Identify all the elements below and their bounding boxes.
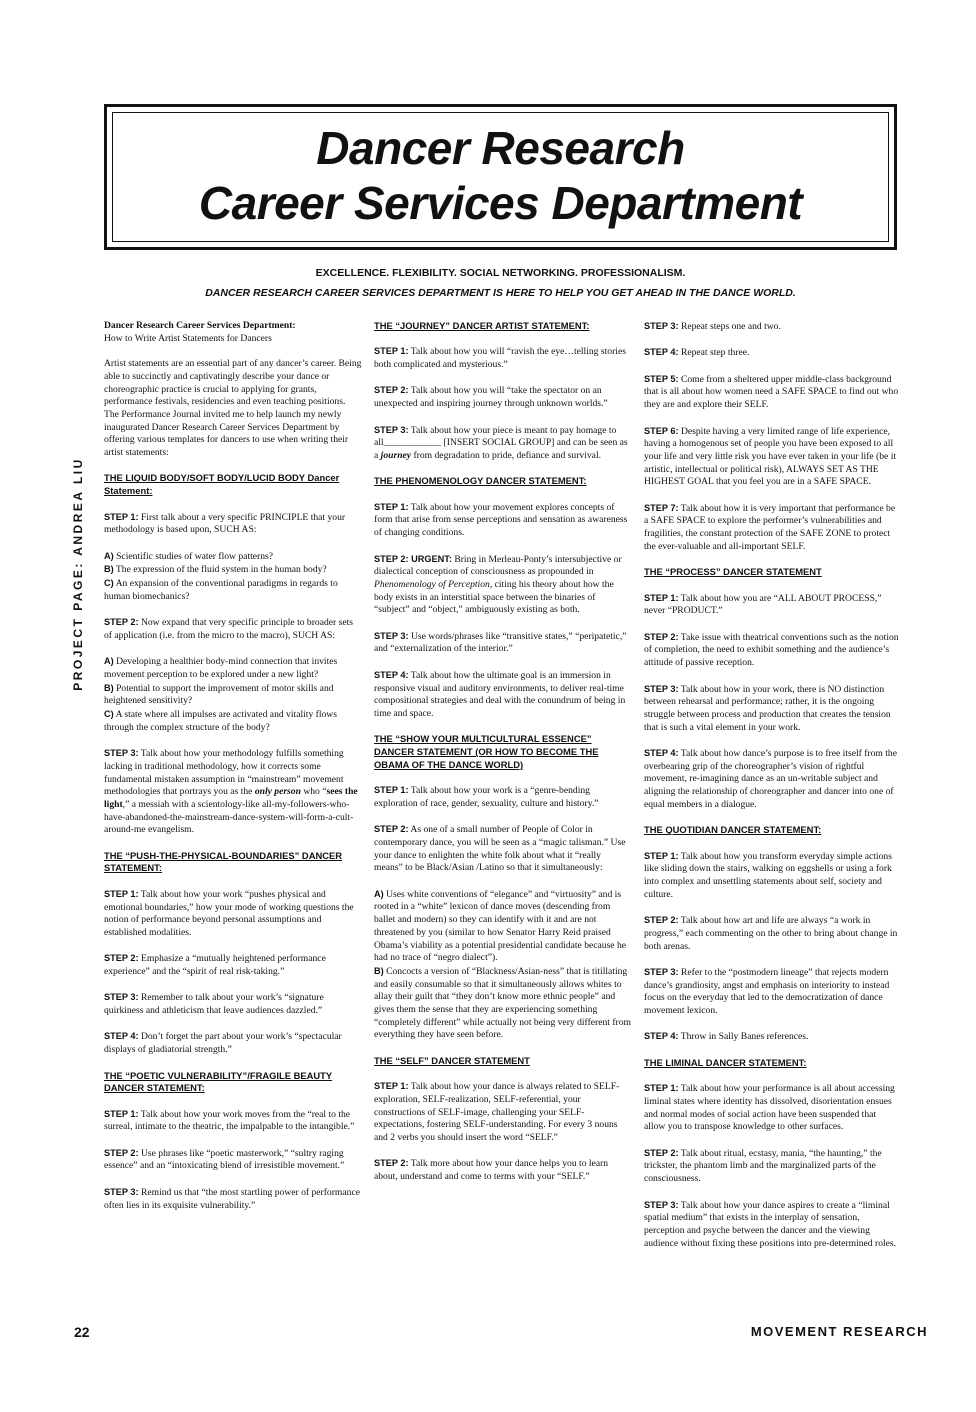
- heading-push-boundaries: THE “PUSH-THE-PHYSICAL-BOUNDARIES” DANCER STATEMENT:: [104, 849, 343, 874]
- heading-multicultural: THE “SHOW YOUR MULTICULTURAL ESSENCE” DANCER STATEMENT (OR HOW TO BECOME THE OBAMA OF THE DANCE WORLD): [374, 733, 599, 770]
- emphasis-text: only person: [254, 786, 301, 798]
- emphasis-text: sees the light: [104, 786, 358, 810]
- step-label: STEP 4:: [644, 748, 679, 759]
- step-text: who “: [300, 786, 327, 798]
- push-step-3: [104, 991, 362, 1017]
- step-label: STEP 5:: [644, 373, 679, 384]
- step-label: STEP 3:: [644, 1199, 679, 1210]
- step-label: STEP 1:: [104, 511, 139, 522]
- emphasis-text: journey: [380, 449, 412, 461]
- option-label: A): [374, 888, 384, 899]
- liquid-option-c-2: [104, 708, 362, 734]
- step-text: Talk about how your dance is always related to SELF-exploration, SELF-realization, SELF-referential, your constructions of SELF-image, challenging your SELF-expectations, fostering SELF-understanding. For every 3 nouns and 2 verbs you should insert the word “SELF.”: [374, 1081, 620, 1144]
- phen-step-3: [374, 630, 632, 656]
- step-label: STEP 1:: [644, 850, 679, 861]
- self-step-1: [374, 1080, 632, 1145]
- phen-step-4: [374, 669, 632, 721]
- title-box: [104, 104, 897, 250]
- title-line-2: Career Services Department: [198, 177, 803, 229]
- step-text: Use words/phrases like “transitive states,” “peripatetic,” and “externalization of the interior.”: [374, 630, 627, 655]
- step-text: Talk about how you transform everyday simple actions like sliding down the stairs, walking on eggshells or using a fork into complex and unsettling statements about self, society and culture.: [644, 850, 892, 900]
- self-step-7: [644, 502, 899, 554]
- option-text: Developing a healthier body-mind connection that invites movement perception to be explored under a new light?: [104, 656, 338, 680]
- step-text: Repeat step three.: [678, 347, 750, 359]
- quot-step-2: [644, 914, 899, 953]
- page-number: 22: [74, 1324, 90, 1340]
- step-label: STEP 3:: [374, 630, 409, 641]
- step-label: STEP 3:: [104, 1186, 139, 1197]
- step-text: Talk about how you will “take the spectator on an unexpected and inspiring journey through unknown worlds.”: [374, 385, 608, 410]
- liquid-option-a: [104, 550, 362, 564]
- step-label: STEP 2:: [644, 915, 679, 926]
- step-label: STEP 2: URGENT:: [374, 553, 452, 564]
- step-label: STEP 4:: [644, 347, 679, 358]
- multi-step-2: [374, 823, 632, 875]
- phen-step-2: [374, 553, 632, 618]
- option-text: An expansion of the conventional paradigms in regards to human biomechanics?: [104, 578, 338, 602]
- liquid-option-b: [104, 563, 362, 577]
- option-label: B): [374, 965, 384, 976]
- process-step-2: [644, 631, 899, 670]
- option-label: C): [104, 578, 114, 588]
- liminal-step-1: [644, 1082, 899, 1134]
- option-label: B): [104, 682, 114, 693]
- process-step-1: [644, 592, 899, 618]
- side-label-project-page: PROJECT PAGE: ANDREA LIU: [71, 457, 85, 691]
- liquid-option-a-2: [104, 655, 362, 681]
- column-1: [104, 320, 362, 1225]
- step-label: STEP 3:: [644, 683, 679, 694]
- heading-phenomenology: THE PHENOMENOLOGY DANCER STATEMENT:: [374, 475, 587, 487]
- option-text: Potential to support the improvement of motor skills and heightened sensitivity?: [104, 682, 334, 707]
- option-label: A): [104, 656, 114, 667]
- step-text: Throw in Sally Banes references.: [678, 1031, 809, 1043]
- title-line-1: Dancer Research: [316, 122, 685, 174]
- step-text: Emphasize a “mutually heightened performance experience” and the “spirit of real risk-taking.”: [104, 953, 326, 977]
- option-text: Scientific studies of water flow patterns?: [113, 550, 274, 562]
- multi-step-1: [374, 784, 632, 810]
- option-label: C): [104, 709, 114, 719]
- liminal-step-2: [644, 1147, 899, 1186]
- step-text: Now expand that very specific principle to broader sets of application (i.e. from the micro to the macro), SUCH AS:: [104, 617, 354, 641]
- push-step-4: [104, 1030, 362, 1056]
- step-label: STEP 2:: [374, 824, 409, 835]
- step-label: STEP 2:: [104, 617, 139, 628]
- step-text: Talk more about how your dance helps you to learn about, understand and come to terms with your “SELF.”: [374, 1158, 609, 1183]
- step-label: STEP 2:: [374, 385, 409, 396]
- tagline-values: EXCELLENCE. FLEXIBILITY. SOCIAL NETWORKING. PROFESSIONALISM.: [315, 267, 686, 279]
- step-text: Talk about how your methodology fulfills something lacking in traditional methodology, how it corrects some fundamental mistaken assumption in “mainstream” movement methodologies that portrays you as the: [104, 748, 344, 798]
- step-text: First talk about a very specific PRINCIPLE that your methodology is based upon, SUCH AS:: [104, 511, 346, 536]
- process-step-4: [644, 747, 899, 812]
- process-step-3: [644, 683, 899, 735]
- tagline-mission: DANCER RESEARCH CAREER SERVICES DEPARTMENT IS HERE TO HELP YOU GET AHEAD IN THE DANCE WORLD.: [205, 287, 796, 299]
- step-text: Talk about how dance’s purpose is to free itself from the overbearing grip of the choreographer’s vision of rightful movement, re-imagining dance as an un-writable subject and aligning the relationship of choreographer and dancer into one of equal members in a dialogue.: [644, 748, 897, 810]
- liquid-step-1: [104, 511, 362, 537]
- self-step-4: [644, 346, 899, 360]
- heading-journey: THE “JOURNEY” DANCER ARTIST STATEMENT:: [374, 320, 590, 331]
- poetic-step-2: [104, 1147, 362, 1173]
- step-label: STEP 2:: [644, 631, 679, 642]
- intro-paragraph: Artist statements are an essential part of any dancer’s career. Being able to succinctly and captivatingly describe your dance or choreographic practice is crucial to applying for grants, performance festivals, residencies and even teaching positions. The Performance Journal invited me to help launch my newly inaugurated Dancer Research Career Services Department by offering various templates for dancers to use when writing their artist statements:: [104, 358, 362, 459]
- step-text: As one of a small number of People of Color in contemporary dance, you will be seen as a “magic talisman.” Use your dance to enlighten the white folk about what it “really means” to be Black/Asian /Latino so that it simultaneously:: [374, 824, 626, 874]
- step-text: Talk about how you will “ravish the eye…telling stories both complicated and mysterious.”: [374, 346, 626, 371]
- step-label: STEP 3:: [374, 424, 409, 435]
- step-text: Talk about how your dance aspires to create a “liminal spatial medium” that exists in the interplay of sensation, perception and psyche between the dancer and the viewing audience without fixing these positions into pre-determined roles.: [644, 1199, 897, 1249]
- poetic-step-3: [104, 1186, 362, 1212]
- quot-step-4: [644, 1030, 899, 1044]
- heading-quotidian: THE QUOTIDIAN DANCER STATEMENT:: [644, 824, 822, 836]
- option-label: B): [104, 564, 114, 575]
- step-label: STEP 1:: [374, 1081, 409, 1092]
- poetic-step-1: [104, 1108, 362, 1134]
- step-text: Talk about how your work is a “genre-bending exploration of race, gender, sexuality, culture and history.”: [374, 785, 599, 809]
- step-label: STEP 1:: [644, 592, 679, 603]
- step-text: Bring in Merleau-Ponty’s intersubjective or dialectical conception of consciousness as propounded in: [374, 553, 622, 578]
- journey-step-2: [374, 384, 632, 410]
- step-text: Talk about how your work “pushes physical and emotional boundaries,” how your mode of working questions the notion of performance beyond personal assumptions and established modalities.: [104, 888, 354, 938]
- publication-name: MOVEMENT RESEARCH: [750, 1324, 928, 1339]
- step-label: STEP 1:: [104, 1108, 139, 1119]
- step-text: Talk about how your movement explores concepts of form that arise from sense perceptions and sensation as awareness of changing conditions.: [374, 501, 628, 539]
- step-text: Despite having a very limited range of life experience, having a homogenous set of people you have been exposed to all your life and very little risk you have ever taken in your life (be it artistic, intellectual or political risk), ALWAYS SET AS THE HIGHEST GOAL that you feel you are in a SAFE SPACE.: [644, 425, 897, 488]
- heading-self: THE “SELF” DANCER STATEMENT: [374, 1054, 530, 1066]
- journey-step-1: [374, 345, 632, 371]
- step-label: STEP 2:: [644, 1147, 679, 1158]
- step-label: STEP 2:: [104, 953, 139, 964]
- liquid-option-b-2: [104, 682, 362, 708]
- option-text: The expression of the fluid system in the human body?: [113, 564, 327, 576]
- quot-step-1: [644, 850, 899, 902]
- step-text: Talk about how your piece is meant to pay homage to all____________ [INSERT SOCIAL GROUP] and can be seen as a: [374, 424, 628, 461]
- step-label: STEP 4:: [374, 669, 409, 680]
- step-label: STEP 3:: [644, 321, 679, 331]
- step-text: Talk about how in your work, there is NO distinction between rehearsal and performance; rather, it is the ongoing struggle between process and production that creates the tension that is such a vital element in your work.: [644, 683, 891, 733]
- intro-subtitle: How to Write Artist Statements for Dancers: [104, 332, 272, 344]
- step-text: Talk about how art and life are always “a work in progress,” each commenting on the other to bring about change in both arenas.: [644, 915, 898, 952]
- step-text: Talk about how you are “ALL ABOUT PROCESS,” never “PRODUCT.”: [644, 592, 882, 617]
- option-label: A): [104, 550, 114, 561]
- push-step-2: [104, 952, 362, 978]
- option-text: Uses white conventions of “elegance” and “virtuosity” and is rooted in a “white” lexicon of dance moves (descending from ballet and modern) so they can identify with it and are not threatened by you (similar to how Senator Harry Reid praised Obama’s viability as a potential presidential candidate because he had no trace of “negro dialect”).: [374, 888, 627, 964]
- step-label: STEP 3:: [104, 992, 139, 1003]
- liminal-step-3: [644, 1199, 899, 1251]
- step-label: STEP 1:: [374, 346, 409, 357]
- quot-step-3: [644, 966, 899, 1018]
- step-text: Talk about how your work moves from the “real to the surreal, intimate to the theatric, the impalpable to the intangible.”: [104, 1108, 355, 1133]
- heading-liminal: THE LIMINAL DANCER STATEMENT:: [644, 1056, 807, 1068]
- step-label: STEP 1:: [374, 501, 409, 512]
- step-text: Don’t forget the part about your work’s “spectacular displays of gladiatorial strength.”: [104, 1031, 342, 1056]
- multi-option-b: [374, 965, 632, 1042]
- step-text: Talk about how your performance is all about accessing liminal states where identity has dissolved, disorientation ensues and normal modes of social action have been suspended that allow you to transpose knowledge to other surfaces.: [644, 1083, 895, 1133]
- phen-step-1: [374, 501, 632, 540]
- step-text: Come from a sheltered upper middle-class background that is all about how women need a SAFE SPACE to find out who they are and explore their SELF.: [644, 373, 899, 411]
- step-text: Talk about how the ultimate goal is an immersion in responsive visual and auditory environments, to deliver real-time compositional strategies and deal with the conundrum of being in time and space.: [374, 669, 626, 719]
- step-label: STEP 2:: [104, 1147, 139, 1158]
- heading-poetic-vulnerability: THE “POETIC VULNERABILITY”/FRAGILE BEAUTY DANCER STATEMENT:: [104, 1069, 333, 1094]
- book-title: Phenomenology of Perception: [374, 578, 490, 590]
- self-step-6: [644, 425, 899, 490]
- heading-liquid-body: THE LIQUID BODY/SOFT BODY/LUCID BODY Dancer Statement:: [104, 472, 340, 497]
- step-text: Refer to the “postmodern lineage” that rejects modern dance’s grandiosity, angst and emphasis on interiority to instead focus on the everyday that led to the democratization of dance movement lexicon.: [644, 966, 890, 1017]
- step-text: Repeat steps one and two.: [678, 321, 781, 332]
- step-label: STEP 3:: [104, 748, 139, 759]
- step-label: STEP 1:: [104, 888, 139, 899]
- column-2: [374, 320, 632, 1197]
- step-text: Talk about ritual, ecstasy, mania, “the haunting,” the trickster, the phantom limb and the marginalized parts of the consciousness.: [644, 1147, 882, 1185]
- step-text: Take issue with theatrical conventions such as the notion of completion, the need to exhibit something and the audience’s attitude of passive reception.: [644, 631, 899, 669]
- multi-option-a: [374, 888, 632, 965]
- liquid-option-c: [104, 577, 362, 603]
- liquid-step-3: [104, 747, 362, 837]
- step-label: STEP 3:: [644, 966, 679, 977]
- self-step-5: [644, 373, 899, 412]
- liquid-step-2: [104, 616, 362, 642]
- heading-process: THE “PROCESS” DANCER STATEMENT: [644, 566, 822, 578]
- step-text: ,” a messiah with a scientology-like all-my-followers-who-have-abandoned-the-mainstream-dance-system-will-form-a-cult-around-me evangelism.: [104, 798, 354, 836]
- step-label: STEP 4:: [644, 1031, 679, 1042]
- step-label: STEP 2:: [374, 1158, 409, 1169]
- push-step-1: [104, 888, 362, 940]
- step-label: STEP 6:: [644, 425, 679, 436]
- step-text: Use phrases like “poetic masterwork,” “sultry raging essence” and an “intoxicating blend of irresistible movement.”: [104, 1147, 345, 1172]
- step-text: Remember to talk about your work’s “signature quirkiness and athleticism that leave audiences dazzled.”: [104, 992, 324, 1017]
- step-text: from degradation to pride, defiance and survival.: [411, 449, 602, 461]
- option-text: A state where all impulses are activated and vitality flows through the complex structure of the body?: [104, 709, 337, 733]
- step-text: Talk about how it is very important that performance be a SAFE SPACE to explore the performer’s vulnerabilities and fragilities, the constant protection of the SAFE ZONE to protect the ever-valuable and all-important SELF.: [644, 502, 896, 552]
- step-text: , citing his theory about how the body exists in an interstitial space between the binaries of “subject” and “object,” ambiguously existing as both.: [374, 578, 614, 616]
- option-text: Concocts a version of “Blackness/Asian-ness” that is titillating and easily consumable so that it simultaneously allows whites to allay their guilt that “they don’t know more ethnic people” and gives them the sense that they are experiencing something “completely different” while actually not being very different from everything they have seen before.: [374, 965, 631, 1041]
- journey-step-3: [374, 424, 632, 463]
- column-3: [644, 320, 899, 1263]
- self-step-2: [374, 1157, 632, 1183]
- step-label: STEP 1:: [644, 1083, 679, 1094]
- step-label: STEP 1:: [374, 785, 409, 796]
- step-text: Remind us that “the most startling power of performance often lies in its exquisite vulnerability.”: [104, 1186, 360, 1211]
- page-title: [107, 121, 894, 231]
- intro-title: Dancer Research Career Services Department:: [104, 320, 296, 331]
- step-label: STEP 7:: [644, 502, 679, 513]
- self-step-3: [644, 320, 899, 334]
- step-label: STEP 4:: [104, 1031, 139, 1042]
